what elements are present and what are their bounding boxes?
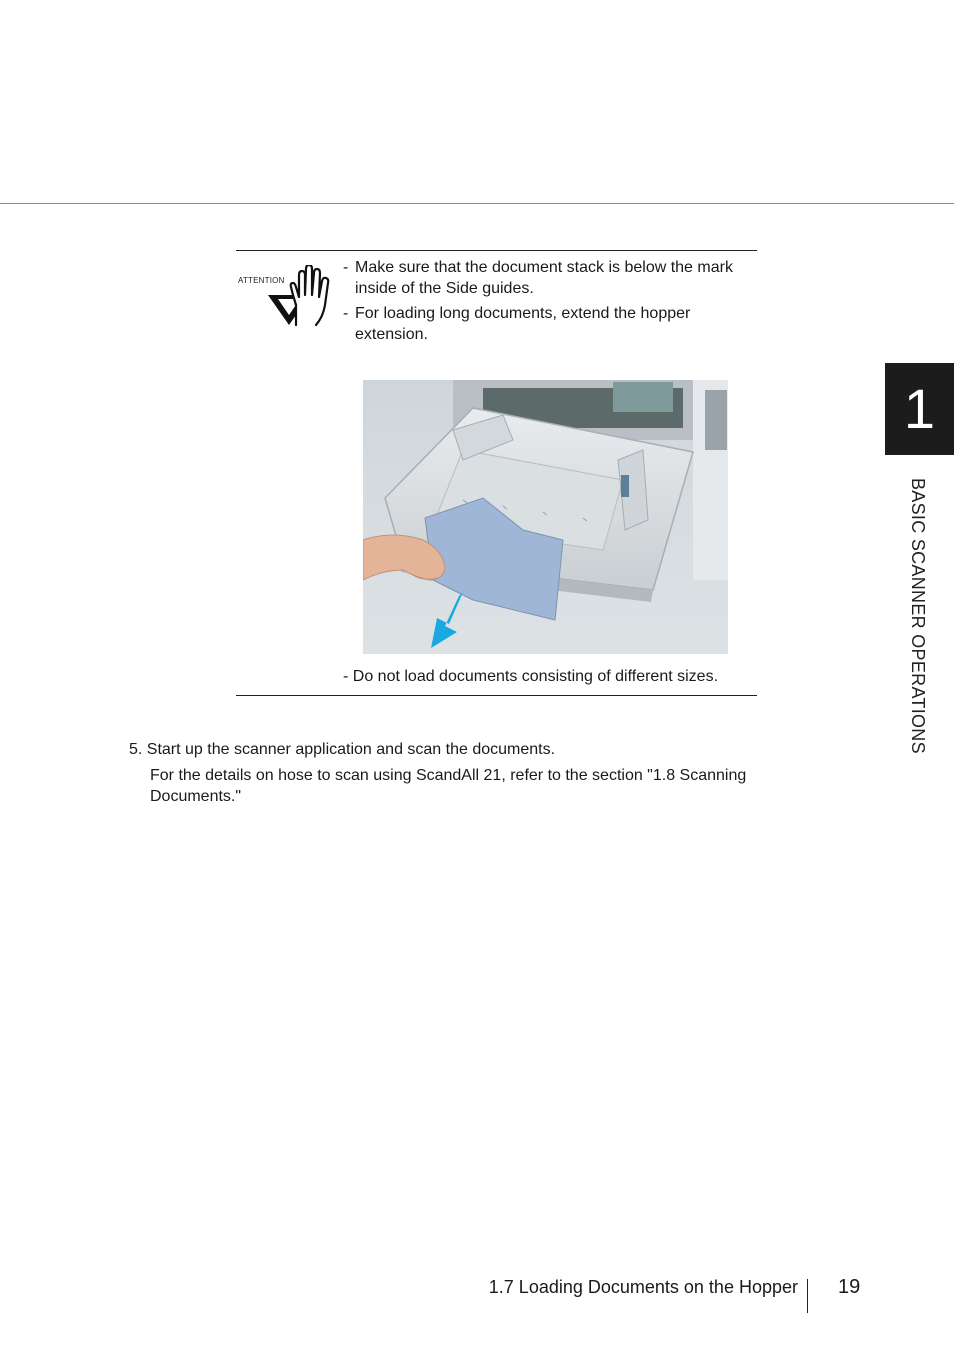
hopper-photo bbox=[363, 380, 728, 654]
footer-divider bbox=[807, 1279, 808, 1313]
note-text: Make sure that the document stack is below the mark inside of the Side guides. bbox=[355, 259, 733, 297]
attention-notes bbox=[343, 257, 753, 349]
attention-box bbox=[236, 250, 757, 696]
header-rule bbox=[0, 203, 954, 204]
note-dash: - bbox=[343, 305, 349, 322]
chapter-tab: 1 bbox=[885, 363, 954, 455]
step-5: 5. Start up the scanner application and scan the documents. bbox=[129, 741, 556, 758]
chapter-side-title: BASIC SCANNER OPERATIONS bbox=[908, 478, 928, 754]
footer-section-title: 1.7 Loading Documents on the Hopper bbox=[488, 1277, 798, 1297]
note-text: For loading long documents, extend the hopper extension. bbox=[355, 305, 691, 343]
attention-bottom-note: - Do not load documents consisting of different sizes. bbox=[343, 668, 719, 685]
attention-hand-icon bbox=[238, 265, 334, 327]
attention-note bbox=[343, 257, 753, 299]
step-5-detail: For the details on hose to scan using ScandAll 21, refer to the section "1.8 Scanning Documents." bbox=[150, 767, 747, 805]
attention-label: ATTENTION bbox=[238, 276, 285, 285]
note-dash: - bbox=[343, 259, 349, 276]
page-number: 19 bbox=[838, 1276, 861, 1298]
attention-note bbox=[343, 303, 753, 345]
